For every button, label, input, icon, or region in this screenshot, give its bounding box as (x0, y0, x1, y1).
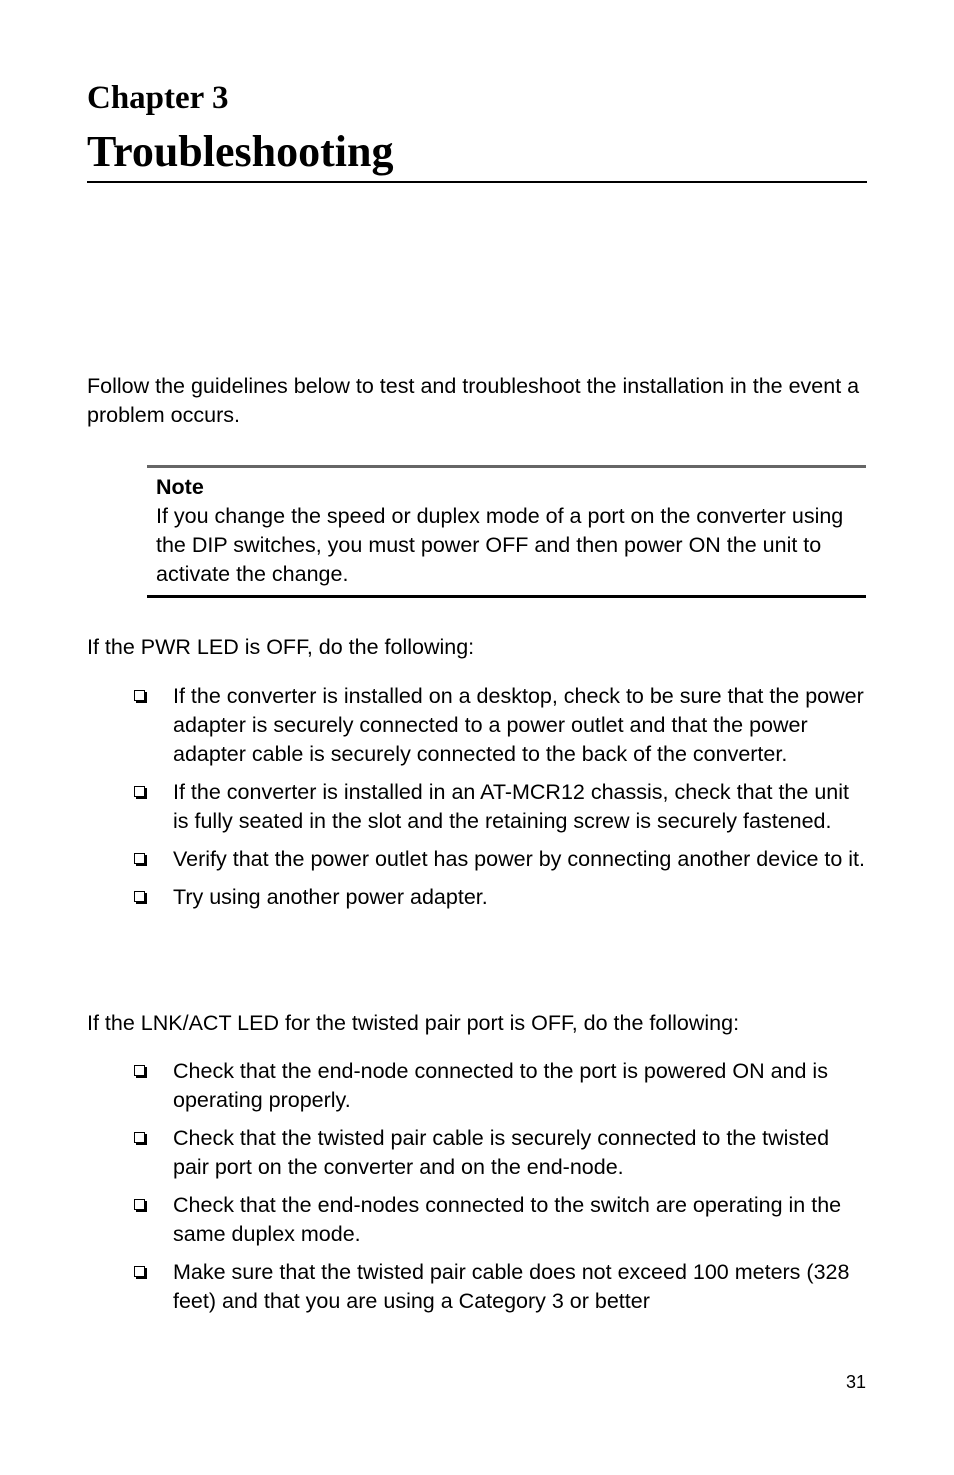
title-rule (87, 181, 867, 183)
lnk-act-led-checklist (130, 1057, 870, 1325)
checkbox-bullet-icon (134, 1132, 145, 1143)
list-item-text: Try using another power adapter. (173, 885, 488, 909)
checkbox-bullet-icon (134, 891, 145, 902)
list-item (130, 845, 870, 874)
list-item-text: Verify that the power outlet has power by connecting another device to it. (173, 847, 865, 871)
list-item-text: Check that the twisted pair cable is securely connected to the twisted pair port on the converter and on the end-node. (173, 1126, 830, 1179)
list-item (130, 682, 870, 769)
list-item (130, 883, 870, 912)
note-text: If you change the speed or duplex mode of a port on the converter using the DIP switches, you must power OFF and then power ON the unit to activate the change. (156, 504, 844, 586)
list-item (130, 778, 870, 836)
note-heading: Note (156, 475, 204, 499)
list-item-text: If the converter is installed in an AT-MCR12 chassis, check that the unit is fully seated in the slot and the retaining screw is securely fastened. (173, 780, 849, 833)
pwr-led-lead: If the PWR LED is OFF, do the following: (87, 635, 475, 659)
intro-paragraph: Follow the guidelines below to test and troubleshoot the installation in the event a problem occurs. (87, 374, 860, 427)
checkbox-bullet-icon (134, 1266, 145, 1277)
checkbox-bullet-icon (134, 1199, 145, 1210)
checkbox-bullet-icon (134, 690, 145, 701)
list-item (130, 1191, 870, 1249)
list-item (130, 1258, 870, 1316)
list-item-text: If the converter is installed on a desktop, check to be sure that the power adapter is securely connected to a power outlet and that the power adapter cable is securely connected to the back of the converter. (173, 684, 864, 766)
chapter-title: Troubleshooting (87, 127, 394, 176)
list-item-text: Make sure that the twisted pair cable does not exceed 100 meters (328 feet) and that you are using a Category 3 or better (173, 1260, 850, 1313)
pwr-led-checklist (130, 682, 870, 921)
checkbox-bullet-icon (134, 786, 145, 797)
note-box (147, 465, 866, 598)
lnk-act-led-lead: If the LNK/ACT LED for the twisted pair port is OFF, do the following: (87, 1011, 740, 1035)
chapter-label: Chapter 3 (87, 80, 229, 116)
checkbox-bullet-icon (134, 853, 145, 864)
page-number: 31 (845, 1372, 866, 1392)
list-item-text: Check that the end-nodes connected to the switch are operating in the same duplex mode. (173, 1193, 842, 1246)
list-item (130, 1057, 870, 1115)
checkbox-bullet-icon (134, 1065, 145, 1076)
list-item (130, 1124, 870, 1182)
list-item-text: Check that the end-node connected to the port is powered ON and is operating properly. (173, 1059, 828, 1112)
